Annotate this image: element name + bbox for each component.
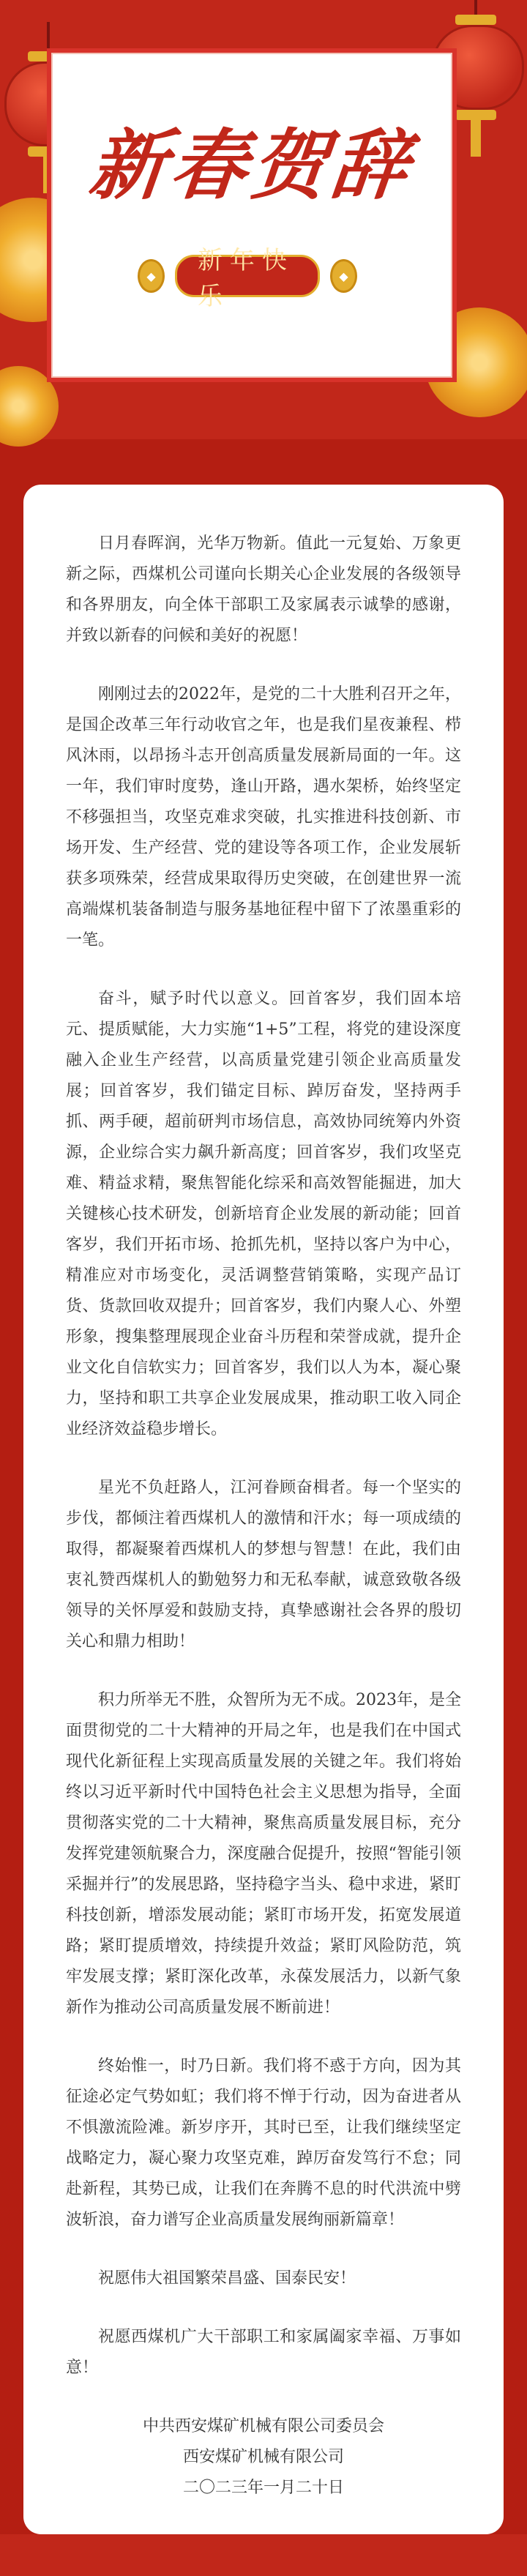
greeting-banner <box>138 246 357 311</box>
header-background <box>0 0 527 439</box>
paragraph: 终始惟一，时乃日新。我们将不惑于方向，因为其征途必定气势如虹；我们将不惮于行动，因为奋进者从不惧激流险滩。新岁序开，其时已至，让我们继续坚定战略定力，凝心聚力攻坚克难，踔厉奋发笃行不怠；同赴新程，其势已成，让我们在奔腾不息的时代洪流中劈波斩浪，奋力谱写企业高质量发展绚丽新篇章！ <box>66 2057 461 2229</box>
paragraph: 祝愿伟大祖国繁荣昌盛、国泰民安！ <box>98 2269 356 2288</box>
footer-band <box>0 2534 527 2576</box>
signature-block <box>66 2411 461 2504</box>
page-title: 新春贺辞 <box>85 120 417 210</box>
letter-card <box>23 485 504 2534</box>
signature-line: 二〇二三年一月二十日 <box>182 2479 344 2497</box>
signature-line: 西安煤矿机械有限公司 <box>182 2448 344 2466</box>
paragraph: 积力所举无不胜，众智所为无不成。2023年，是全面贯彻党的二十大精神的开局之年，也是我们在中国式现代化新征程上实现高质量发展的关键之年。我们将始终以习近平新时代中国特色社会主义思想为指导，全面贯彻落实党的二十大精神，聚焦高质量发展目标，充分发挥党建领航聚合力，深度融合促提升，按照“智能引领 采掘并行”的发展思路，坚持稳字当头、稳中求进，紧盯科技创新，增添发展动能；紧盯市场开发，拓宽发展道路；紧盯提质增效，持续提升效益；紧盯风险防范，筑牢发展支撑；紧盯深化改革，永葆发展活力，以新气象新作为推动公司高质量发展不断前进！ <box>66 1691 461 2017</box>
banner-text: 新年快乐 <box>175 255 320 297</box>
coin-icon: ◆ <box>138 259 165 293</box>
signature-line: 中共西安煤矿机械有限公司委员会 <box>142 2417 384 2435</box>
paragraph: 日月春晖润，光华万物新。值此一元复始、万象更新之际，西煤机公司谨向长期关心企业发展的各级领导和各界朋友，向全体干部职工及家属表示诚挚的感谢，并致以新春的问候和美好的祝愿！ <box>66 534 461 645</box>
title-card <box>47 48 457 382</box>
paragraph: 祝愿西煤机广大干部职工和家属阖家幸福、万事如意！ <box>66 2328 461 2377</box>
paragraph: 星光不负赶路人，江河眷顾奋楫者。每一个坚实的步伐，都倾注着西煤机人的激情和汗水；每一项成绩的取得，都凝聚着西煤机人的梦想与智慧！在此，我们由衷礼赞西煤机人的勤勉努力和无私奉献，诚意致敬各级领导的关怀厚爱和鼓励支持，真挚感谢社会各界的殷切关心和鼎力相助！ <box>66 1479 461 1651</box>
letter-body <box>23 485 504 2504</box>
paragraph: 刚刚过去的2022年，是党的二十大胜利召开之年，是国企改革三年行动收官之年，也是我们星夜兼程、栉风沐雨，以昂扬斗志开创高质量发展新局面的一年。这一年，我们审时度势，逢山开路，遇水架桥，始终坚定不移强担当，攻坚克难求突破，扎实推进科技创新、市场开发、生产经营、党的建设等各项工作，企业发展斩获多项殊荣，经营成果取得历史突破，在创建世界一流高端煤机装备制造与服务基地征程中留下了浓墨重彩的一笔。 <box>66 685 461 949</box>
coin-icon: ◆ <box>330 259 357 293</box>
paragraph: 奋斗，赋予时代以意义。回首客岁，我们固本培元、提质赋能，大力实施“1+5”工程，将党的建设深度融入企业生产经营，以高质量党建引领企业高质量发展；回首客岁，我们锚定目标、踔厉奋发，坚持两手抓、两手硬，超前研判市场信息，高效协同统筹内外资源，企业综合实力飙升新高度；回首客岁，我们攻坚克难、精益求精，聚焦智能化综采和高效智能掘进，加大关键核心技术研发，创新培育企业发展的新动能；回首客岁，我们开拓市场、抢抓先机，坚持以客户为中心，精准应对市场变化，灵活调整营销策略，实现产品订货、货款回收双提升；回首客岁，我们内聚人心、外塑形象，搜集整理展现企业奋斗历程和荣誉成就，提升企业文化自信软实力；回首客岁，我们以人为本，凝心聚力，坚持和职工共享企业发展成果，推动职工收入同企业经济效益稳步增长。 <box>66 990 461 1438</box>
